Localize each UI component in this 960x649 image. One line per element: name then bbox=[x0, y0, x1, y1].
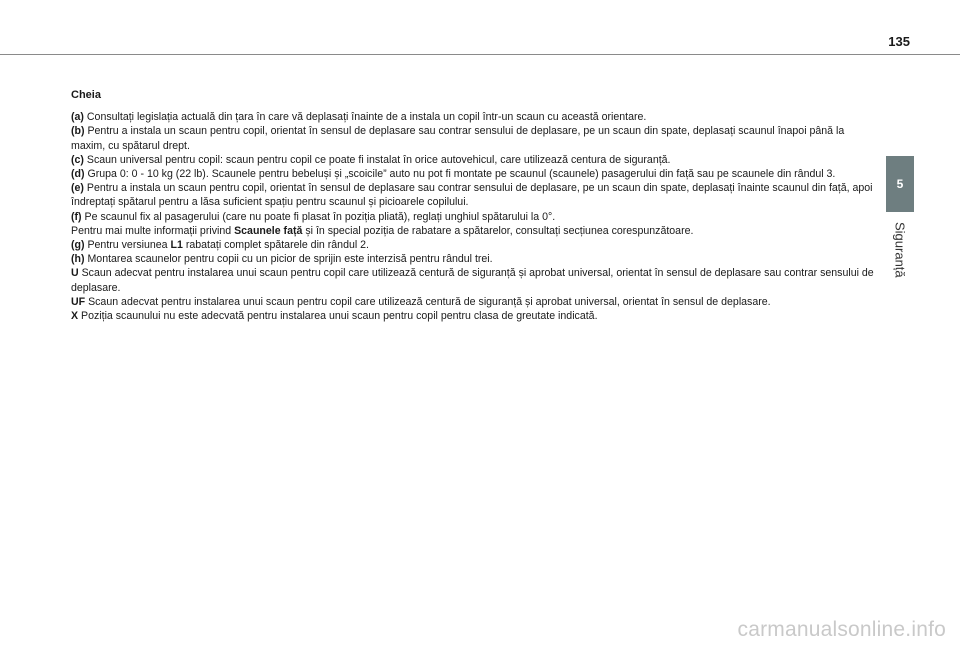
chapter-number: 5 bbox=[896, 177, 904, 191]
entry-u: U Scaun adecvat pentru instalarea unui scaun pentru copil care utilizează centură de siguranță și aprobat universal, orientat în sensul de deplasare sau contrar sensului de deplasare. bbox=[71, 267, 874, 294]
entry-uf: UF Scaun adecvat pentru instalarea unui scaun pentru copil care utilizează centură de siguranță și aprobat universal, orientat în sensul de deplasare. bbox=[71, 295, 771, 308]
chapter-tab[interactable] bbox=[886, 156, 914, 212]
front-seats-reference[interactable]: Scaunele față bbox=[234, 224, 303, 237]
entry-h: (h) Montarea scaunelor pentru copii cu un picior de sprijin este interzisă pentru rândul trei. bbox=[71, 253, 493, 266]
section-heading: Cheia bbox=[71, 89, 101, 101]
entry-b: (b) Pentru a instala un scaun pentru copil, orientat în sensul de deplasare sau contrar sensului de deplasare, pe un scaun din spate, deplasați scaunul înapoi până la maxim, cu spătarul drept. bbox=[71, 125, 845, 152]
entry-more-info: Pentru mai multe informații privind Scaunele față și în special poziția de rabatare a spătarelor, consultați secțiunea corespunzătoare. bbox=[71, 224, 694, 237]
key-section bbox=[71, 88, 877, 323]
entry-x: X Poziția scaunului nu este adecvată pentru instalarea unui scaun pentru copil pentru clasa de greutate indicată. bbox=[71, 310, 598, 323]
entry-a: (a) Consultați legislația actuală din țara în care vă deplasați înainte de a instala un copil într-un scaun cu această orientare. bbox=[71, 111, 647, 124]
watermark: carmanualsonline.info bbox=[737, 618, 946, 641]
chapter-title: Siguranță bbox=[892, 222, 908, 278]
entry-g: (g) Pentru versiunea L1 rabatați complet spătarele din rândul 2. bbox=[71, 239, 369, 252]
page-number: 135 bbox=[888, 34, 910, 49]
top-divider bbox=[0, 54, 960, 55]
entry-d: (d) Grupa 0: 0 - 10 kg (22 lb). Scaunele pentru bebeluși și „scoicile” auto nu pot fi montate pe scaunul (scaunele) pasagerului din față sau pe scaunele din rândul 3. bbox=[71, 168, 836, 181]
entry-f: (f) Pe scaunul fix al pasagerului (care nu poate fi plasat în poziția pliată), reglați unghiul spătarului la 0°. bbox=[71, 210, 556, 223]
entry-c: (c) Scaun universal pentru copil: scaun pentru copil ce poate fi instalat în orice autovehicul, care utilizează centura de siguranță. bbox=[71, 153, 671, 166]
entry-e: (e) Pentru a instala un scaun pentru copil, orientat în sensul de deplasare sau contrar sensului de deplasare, pe un scaun din spate, deplasați înainte scaunul din față, apoi îndreptați spătarul pentru a lăsa suficient spațiu pentru scaunul și picioarele copilului. bbox=[71, 182, 873, 209]
